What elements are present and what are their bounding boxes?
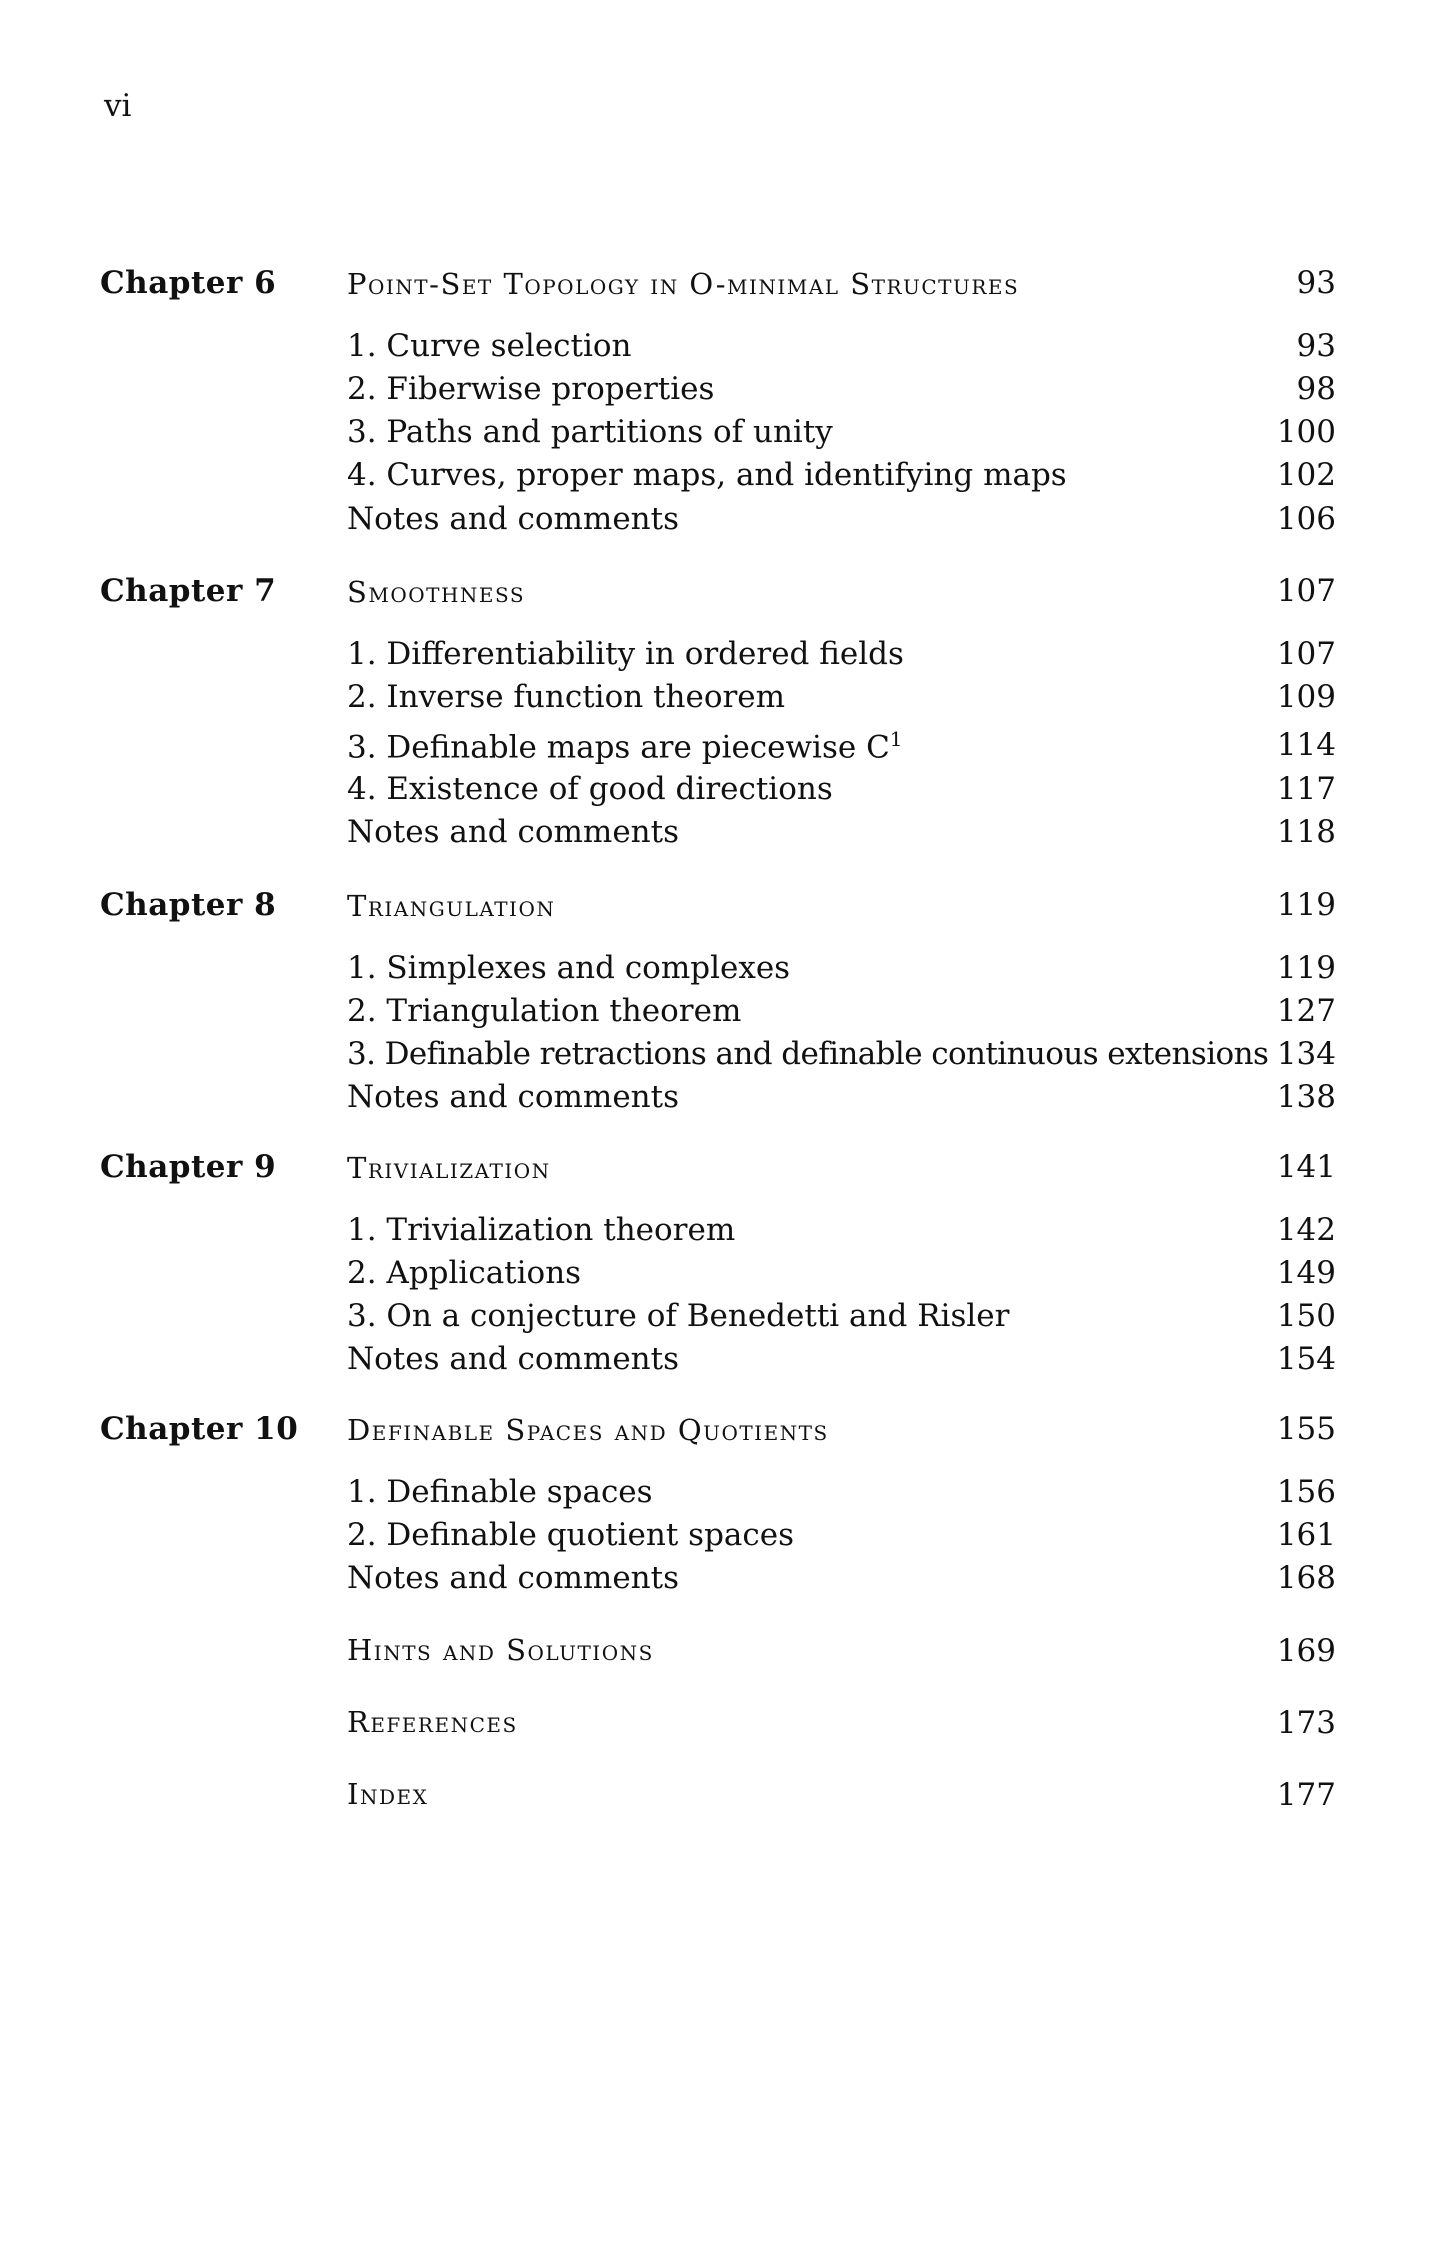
chapter-title: Triangulation — [347, 889, 556, 923]
entry-title: Notes and comments — [347, 1079, 679, 1115]
entry-title: Notes and comments — [347, 814, 679, 850]
entry-title: 4. Existence of good directions — [347, 771, 833, 807]
chapter-label: Chapter 9 — [100, 1149, 277, 1185]
chapter-title: Point-Set Topology in O-minimal Structures — [347, 267, 1020, 301]
entry-page: 100 — [1276, 414, 1336, 450]
entry-title: 4. Curves, proper maps, and identifying maps — [347, 457, 1067, 493]
chapter-label: Chapter 8 — [100, 887, 277, 923]
chapter-page-number: 141 — [1276, 1149, 1336, 1185]
entry-page: 156 — [1276, 1474, 1336, 1510]
entry-page: 107 — [1276, 636, 1336, 672]
chapter-page-number: 119 — [1276, 887, 1336, 923]
page-number: vi — [104, 88, 132, 124]
entry-page: 142 — [1276, 1212, 1336, 1248]
entry-title: 3. On a conjecture of Benedetti and Risler — [347, 1298, 1010, 1334]
entry-title: 2. Fiberwise properties — [347, 371, 715, 407]
entry-page: 93 — [1296, 328, 1336, 364]
entry-page: 138 — [1276, 1079, 1336, 1115]
end-matter-title: Index — [347, 1777, 429, 1811]
superscript: 1 — [889, 727, 903, 751]
entry-page: 118 — [1276, 814, 1336, 850]
entry-title: Notes and comments — [347, 1341, 679, 1377]
entry-title: 3. Paths and partitions of unity — [347, 414, 833, 450]
entry-title-text: 3. Definable maps are piecewise C — [347, 729, 890, 766]
entry-page: 161 — [1276, 1517, 1336, 1553]
entry-title: 1. Differentiability in ordered fields — [347, 636, 904, 672]
entry-title: Notes and comments — [347, 501, 679, 537]
entry-title: 2. Definable quotient spaces — [347, 1517, 795, 1553]
entry-page: 119 — [1276, 950, 1336, 986]
chapter-label: Chapter 10 — [100, 1411, 299, 1447]
entry-page: 127 — [1276, 993, 1336, 1029]
entry-page: 109 — [1276, 679, 1336, 715]
entry-title: 2. Applications — [347, 1255, 582, 1291]
end-matter-title: Hints and Solutions — [347, 1633, 654, 1667]
entry-title: 2. Triangulation theorem — [347, 993, 742, 1029]
entry-title: 1. Definable spaces — [347, 1474, 653, 1510]
end-matter-page: 173 — [1276, 1705, 1336, 1741]
entry-page: 134 — [1276, 1036, 1336, 1072]
entry-page: 98 — [1296, 371, 1336, 407]
entry-page: 117 — [1276, 771, 1336, 807]
chapter-title: Trivialization — [347, 1151, 551, 1185]
entry-title: Notes and comments — [347, 1560, 679, 1596]
entry-page: 106 — [1276, 501, 1336, 537]
entry-title — [347, 727, 903, 765]
end-matter-page: 177 — [1276, 1777, 1336, 1813]
entry-page: 150 — [1276, 1298, 1336, 1334]
chapter-page-number: 93 — [1296, 265, 1336, 301]
end-matter-title: References — [347, 1705, 518, 1739]
entry-page: 168 — [1276, 1560, 1336, 1596]
entry-page: 154 — [1276, 1341, 1336, 1377]
chapter-title: Smoothness — [347, 575, 526, 609]
end-matter-page: 169 — [1276, 1633, 1336, 1669]
entry-page: 102 — [1276, 457, 1336, 493]
entry-title: 1. Curve selection — [347, 328, 632, 364]
chapter-page-number: 107 — [1276, 573, 1336, 609]
chapter-label: Chapter 7 — [100, 573, 277, 609]
entry-page: 114 — [1276, 727, 1336, 763]
entry-title: 1. Trivialization theorem — [347, 1212, 736, 1248]
entry-title: 2. Inverse function theorem — [347, 679, 786, 715]
entry-title: 3. Definable retractions and definable continuous extensions — [347, 1036, 1269, 1072]
entry-page: 149 — [1276, 1255, 1336, 1291]
chapter-page-number: 155 — [1276, 1411, 1336, 1447]
chapter-label: Chapter 6 — [100, 265, 277, 301]
entry-title: 1. Simplexes and complexes — [347, 950, 791, 986]
chapter-title: Definable Spaces and Quotients — [347, 1413, 829, 1447]
